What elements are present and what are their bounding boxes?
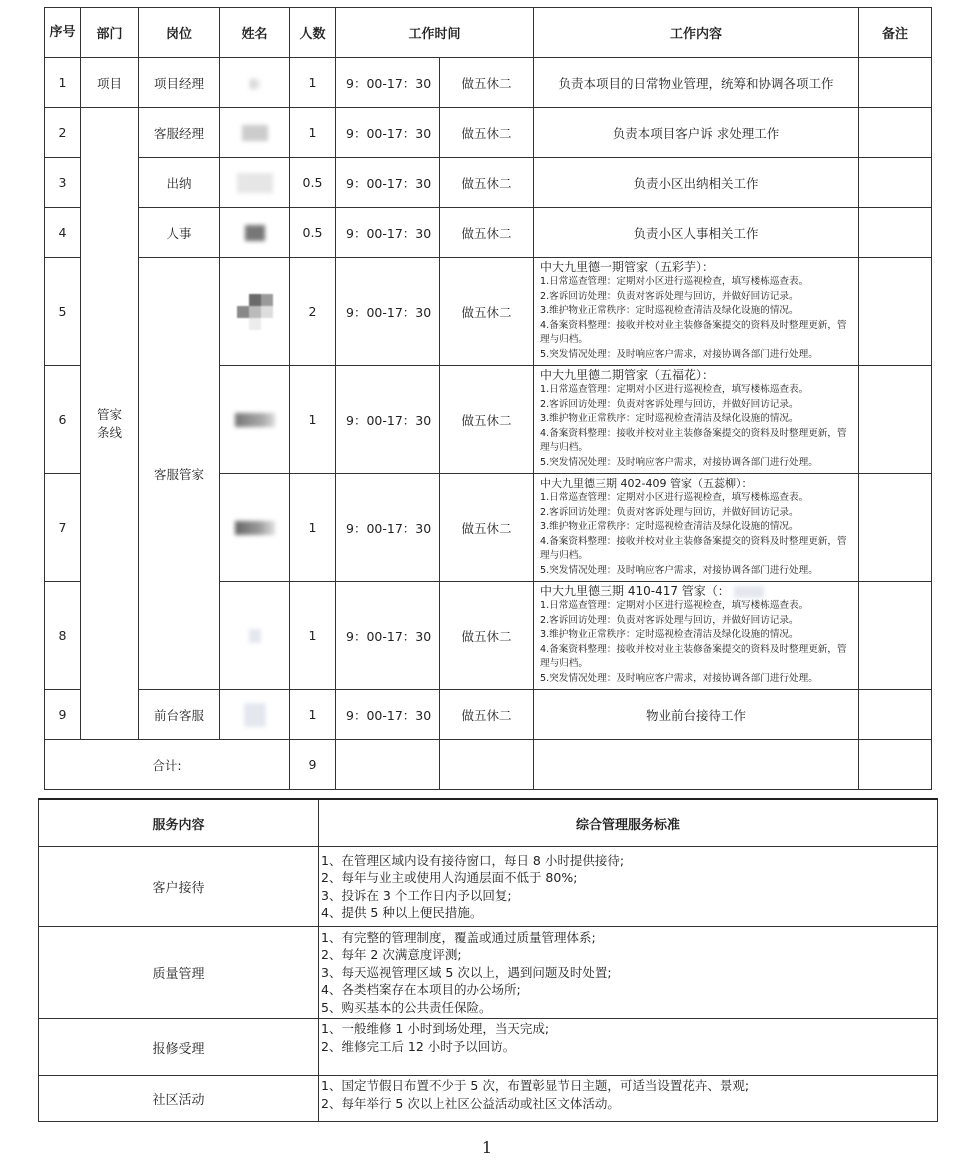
row-index: 2 [45,108,81,158]
row-time-range: 9：00-17：30 [336,582,440,690]
row-schedule: 做五休二 [440,108,534,158]
row-content: 负责小区出纳相关工作 [534,158,859,208]
table-row [45,58,932,108]
duty-item: 5.突发情况处理：及时响应客户需求，对接协调各部门进行处理。 [540,564,818,576]
row-dept: 项目 [81,58,139,108]
row-index: 3 [45,158,81,208]
row-name-redacted [220,582,290,690]
total-count: 9 [290,740,336,790]
duty-title: 中大九里德二期管家（五福花）： [540,368,715,382]
header-remark: 备注 [859,8,932,58]
table-row [45,690,932,740]
table-row [45,108,932,158]
table-row [39,847,938,927]
row-name-redacted [220,366,290,474]
duty-item: 3.维护物业正常秩序：定时巡视检查清洁及绿化设施的情况。 [540,629,799,640]
row-count: 1 [290,58,336,108]
header-position: 岗位 [139,8,220,58]
row-count: 1 [290,108,336,158]
total-empty [336,740,440,790]
table-row [45,158,932,208]
row-index: 8 [45,582,81,690]
duty-item: 5.突发情况处理：及时响应客户需求，对接协调各部门进行处理。 [540,348,818,360]
service-name: 报修受理 [39,1019,319,1076]
service-name: 质量管理 [39,927,319,1019]
duty-item: 2.客诉回访处理：负责对客诉处理与回访，并做好回访记录。 [540,290,799,302]
row-time-range: 9：00-17：30 [336,108,440,158]
row-name-redacted [220,258,290,366]
row-schedule: 做五休二 [440,474,534,582]
duty-item: 2.客诉回访处理：负责对客诉处理与回访，并做好回访记录。 [540,614,799,626]
standard-list [319,927,938,1019]
duty-item: 4.备案资料整理：接收并校对业主装修备案提交的资料及时整理更新，管理与归档。 [540,427,847,453]
row-schedule: 做五休二 [440,366,534,474]
row-name-redacted [220,474,290,582]
row-position: 项目经理 [139,58,220,108]
duty-title [540,584,852,599]
row-count: 0.5 [290,158,336,208]
standard-item: 2、每年 2 次满意度评测; [321,947,462,963]
row-remark [859,366,932,474]
duty-item: 3.维护物业正常秩序：定时巡视检查清洁及绿化设施的情况。 [540,521,799,532]
standard-item: 5、购买基本的公共责任保险。 [321,999,492,1015]
row-time-range: 9：00-17：30 [336,474,440,582]
duty-item: 3.维护物业正常秩序：定时巡视检查清洁及绿化设施的情况。 [540,413,799,424]
service-name: 客户接待 [39,847,319,927]
duty-item: 5.突发情况处理：及时响应客户需求，对接协调各部门进行处理。 [540,456,818,468]
row-time-range: 9：00-17：30 [336,158,440,208]
row-duties [534,582,859,690]
row-index: 1 [45,58,81,108]
total-row [45,740,932,790]
duty-title: 中大九里德一期管家（五彩芋）： [540,260,715,274]
position-butler: 客服管家 [139,258,220,690]
row-name-redacted [220,158,290,208]
standard-item: 3、每天巡视管理区域 5 次以上，遇到问题及时处置; [321,964,612,980]
standard-item: 2、每年举行 5 次以上社区公益活动或社区文体活动。 [321,1095,620,1111]
row-remark [859,58,932,108]
standard-list [319,1019,938,1076]
row-count: 1 [290,474,336,582]
duty-item: 2.客诉回访处理：负责对客诉处理与回访，并做好回访记录。 [540,398,799,410]
row-remark [859,474,932,582]
standard-item: 1、一般维修 1 小时到场处理，当天完成; [321,1021,550,1036]
row-index: 6 [45,366,81,474]
row-content: 负责本项目客户诉 求处理工作 [534,108,859,158]
row-index: 5 [45,258,81,366]
header-work-time: 工作时间 [336,8,534,58]
row-count: 0.5 [290,208,336,258]
row-position: 人事 [139,208,220,258]
row-time-range: 9：00-17：30 [336,690,440,740]
duty-item: 1.日常巡查管理：定期对小区进行巡视检查，填写楼栋巡查表。 [540,276,809,287]
standard-list [319,847,938,927]
row-index: 9 [45,690,81,740]
staff-table [44,7,932,790]
row-remark [859,158,932,208]
total-empty [440,740,534,790]
row-duties [534,258,859,366]
standard-item: 1、在管理区域内设有接待窗口，每日 8 小时提供接待; [321,852,625,868]
duty-item: 4.备案资料整理：接收并校对业主装修备案提交的资料及时整理更新，管理与归档。 [540,643,847,669]
row-count: 1 [290,582,336,690]
dept-butler-line [81,108,139,740]
standard-item: 1、有完整的管理制度，覆盖或通过质量管理体系; [321,929,596,945]
row-name-redacted [220,208,290,258]
total-empty [534,740,859,790]
standard-item: 2、维修完工后 12 小时予以回访。 [321,1038,516,1054]
duty-item: 1.日常巡查管理：定期对小区进行巡视检查，填写楼栋巡查表。 [540,384,809,395]
row-schedule: 做五休二 [440,58,534,108]
table-row [39,1019,938,1076]
row-content: 负责本项目的日常物业管理，统筹和协调各项工作 [534,58,859,108]
header-count: 人数 [290,8,336,58]
duty-item: 4.备案资料整理：接收并校对业主装修备案提交的资料及时整理更新，管理与归档。 [540,535,847,561]
row-schedule: 做五休二 [440,582,534,690]
row-schedule: 做五休二 [440,158,534,208]
table-row [45,208,932,258]
row-remark [859,582,932,690]
row-index: 4 [45,208,81,258]
row-count: 1 [290,366,336,474]
row-count: 2 [290,258,336,366]
row-duties [534,366,859,474]
standard-list [319,1076,938,1122]
row-remark [859,108,932,158]
row-schedule: 做五休二 [440,690,534,740]
table-row [45,258,932,366]
duty-item: 3.维护物业正常秩序：定时巡视检查清洁及绿化设施的情况。 [540,305,799,316]
standard-item: 2、每年与业主或使用人沟通层面不低于 80%; [321,870,578,885]
row-name-redacted [220,108,290,158]
table-row [39,927,938,1019]
duty-item: 5.突发情况处理：及时响应客户需求，对接协调各部门进行处理。 [540,672,818,684]
row-content: 负责小区人事相关工作 [534,208,859,258]
dept-butler-label: 管家条线 [96,406,122,440]
row-position: 出纳 [139,158,220,208]
duty-item: 1.日常巡查管理：定期对小区进行巡视检查，填写楼栋巡查表。 [540,492,809,503]
total-empty [859,740,932,790]
row-schedule: 做五休二 [440,208,534,258]
service-name: 社区活动 [39,1076,319,1122]
header-index: 序号 [45,8,81,58]
redacted-text [734,586,764,598]
row-time-range: 9：00-17：30 [336,58,440,108]
redacted-mosaic [237,294,273,330]
row-position: 前台客服 [139,690,220,740]
header-dept: 部门 [81,8,139,58]
header-service: 服务内容 [39,799,319,847]
row-index: 7 [45,474,81,582]
row-schedule: 做五休二 [440,258,534,366]
duty-item: 2.客诉回访处理：负责对客诉处理与回访，并做好回访记录。 [540,506,799,518]
row-count: 1 [290,690,336,740]
duty-item: 1.日常巡查管理：定期对小区进行巡视检查，填写楼栋巡查表。 [540,600,809,611]
row-remark [859,208,932,258]
row-name-redacted [220,58,290,108]
row-position: 客服经理 [139,108,220,158]
total-label: 合计: [45,740,290,790]
row-remark [859,690,932,740]
service-standards-table [38,798,938,1122]
standards-header-row [39,799,938,847]
row-duties [534,474,859,582]
row-time-range: 9：00-17：30 [336,366,440,474]
header-standard: 综合管理服务标准 [319,799,938,847]
standard-item: 3、投诉在 3 个工作日内予以回复; [321,887,512,903]
header-name: 姓名 [220,8,290,58]
row-name-redacted [220,690,290,740]
standard-item: 4、提供 5 种以上便民措施。 [321,905,483,920]
table-row [39,1076,938,1122]
page-number: 1 [481,1138,493,1157]
row-remark [859,258,932,366]
duty-title-text: 中大九里德三期 410-417 管家（： [540,584,730,598]
duty-item: 4.备案资料整理：接收并校对业主装修备案提交的资料及时整理更新，管理与归档。 [540,319,847,345]
row-time-range: 9：00-17：30 [336,258,440,366]
standard-item: 4、各类档案存在本项目的办公场所; [321,982,521,998]
row-content: 物业前台接待工作 [534,690,859,740]
header-content: 工作内容 [534,8,859,58]
staff-table-header-row [45,8,932,58]
duty-title: 中大九里德三期 402-409 管家（五蕊柳）： [540,477,753,490]
row-time-range: 9：00-17：30 [336,208,440,258]
standard-item: 1、国定节假日布置不少于 5 次，布置彰显节日主题，可适当设置花卉、景观; [321,1078,750,1093]
